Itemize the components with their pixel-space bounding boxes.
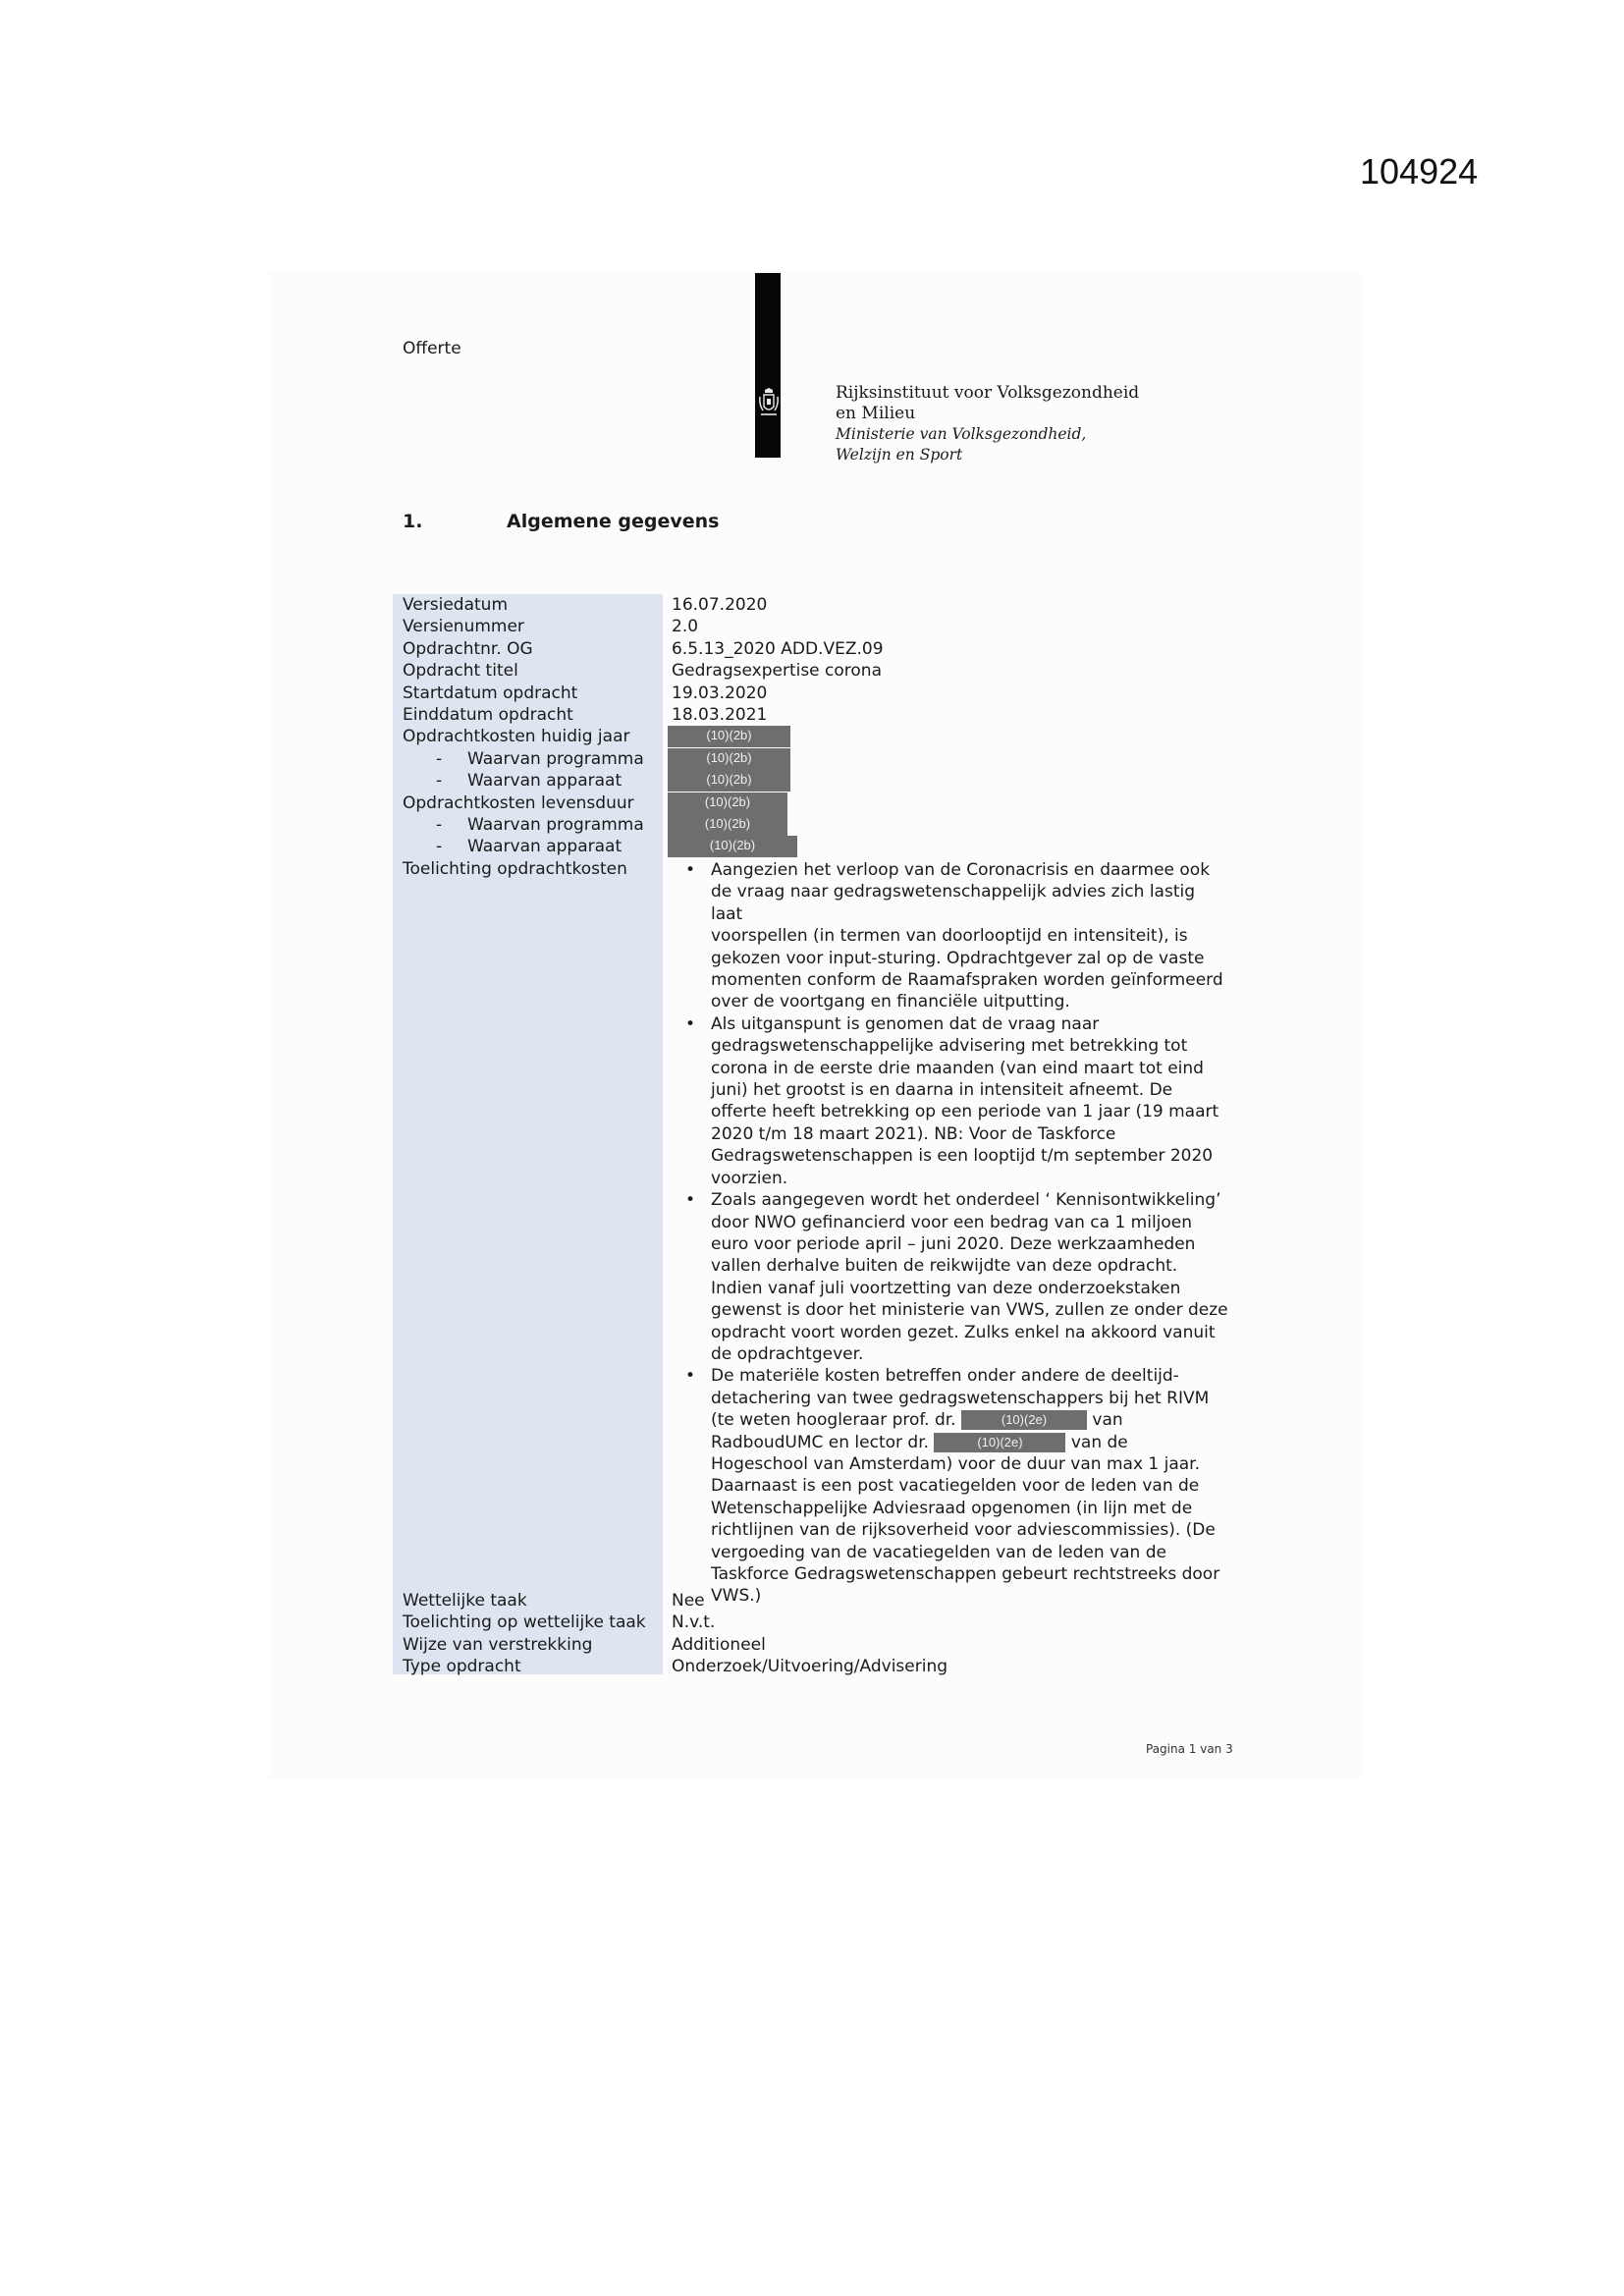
text-line: Daarnaast is een post vacatiegelden voor de leden van de xyxy=(711,1476,1200,1497)
text-line: gewenst is door het ministerie van VWS, zullen ze onder deze xyxy=(711,1300,1228,1321)
row-label: Einddatum opdracht xyxy=(403,705,573,725)
row-wijze-verstrekking xyxy=(393,1634,1230,1656)
row-label xyxy=(436,770,622,792)
row-label xyxy=(436,748,644,770)
row-kosten-levensduur xyxy=(393,793,1230,814)
dash-marker: - xyxy=(436,815,443,835)
text-fragment: van de xyxy=(1070,1432,1128,1452)
text-line: Indien vanaf juli voortzetting van deze onderzoekstaken xyxy=(711,1278,1181,1298)
row-label: Wettelijke taak xyxy=(403,1591,527,1611)
row-value: Additioneel xyxy=(672,1634,766,1655)
redaction-box: (10)(2b) xyxy=(668,770,790,792)
row-value: 2.0 xyxy=(672,617,699,637)
text-line: Gedragswetenschappen is een looptijd t/m september 2020 xyxy=(711,1146,1214,1167)
text-line: offerte heeft betrekking op een periode van 1 jaar (19 maart xyxy=(711,1102,1219,1122)
row-value: 6.5.13_2020 ADD.VEZ.09 xyxy=(672,638,884,659)
text-fragment: RadboudUMC en lector dr. xyxy=(711,1432,930,1452)
section-title: Algemene gegevens xyxy=(507,511,720,532)
bullet-marker: • xyxy=(685,1013,696,1034)
row-label: Opdrachtnr. OG xyxy=(403,638,533,659)
row-value: Onderzoek/Uitvoering/Advisering xyxy=(672,1657,948,1677)
row-sublabel: Waarvan apparaat xyxy=(467,837,623,857)
text-line: VWS.) xyxy=(711,1586,762,1607)
text-line: corona in de eerste drie maanden (van eind maart tot eind xyxy=(711,1058,1204,1078)
text-line: Wetenschappelijke Adviesraad opgenomen (in lijn met de xyxy=(711,1498,1193,1518)
text-line: Taskforce Gedragswetenschappen gebeurt rechtstreeks door xyxy=(711,1564,1220,1584)
text-line: over de voortgang en financiële uitputting. xyxy=(711,992,1070,1012)
bullet-marker: • xyxy=(685,860,696,880)
row-label: Opdracht titel xyxy=(403,661,518,682)
row-label: Toelichting opdrachtkosten xyxy=(403,858,627,879)
row-value: 18.03.2021 xyxy=(672,705,768,725)
bullet-marker: • xyxy=(685,1366,696,1387)
redaction-box: (10)(2e) xyxy=(934,1433,1065,1452)
row-type-opdracht xyxy=(393,1656,1230,1677)
text-line: vallen derhalve buiten de reikwijdte van deze opdracht. xyxy=(711,1256,1178,1277)
text-line: De materiële kosten betreffen onder andere de deeltijd- xyxy=(711,1366,1179,1387)
section-number: 1. xyxy=(403,511,423,532)
text-line: Als uitganspunt is genomen dat de vraag naar xyxy=(711,1013,1100,1034)
text-line: Zoals aangegeven wordt het onderdeel ‘ Kennisontwikkeling’ xyxy=(711,1190,1221,1211)
text-line: detachering van twee gedragswetenschappers bij het RIVM xyxy=(711,1388,1210,1408)
row-value: 19.03.2020 xyxy=(672,683,768,703)
row-label: Versienummer xyxy=(403,617,524,637)
dash-marker: - xyxy=(436,771,443,792)
text-line: voorspellen (in termen van doorlooptijd en intensiteit), is xyxy=(711,926,1188,947)
text-line: Hogeschool van Amsterdam) voor de duur van max 1 jaar. xyxy=(711,1453,1201,1474)
row-label: Opdrachtkosten huidig jaar xyxy=(403,727,630,747)
row-kosten-huidig-jaar xyxy=(393,726,1230,747)
coat-of-arms-icon xyxy=(758,387,780,422)
row-startdatum xyxy=(393,683,1230,704)
row-label: Versiedatum xyxy=(403,595,509,615)
org-line-4: Welzijn en Sport xyxy=(836,446,963,464)
text-line: gedragswetenschappelijke advisering met betrekking tot xyxy=(711,1036,1188,1057)
general-data-table xyxy=(393,594,1230,1677)
text-line: de opdrachtgever. xyxy=(711,1343,864,1364)
org-line-1: Rijksinstituut voor Volksgezondheid xyxy=(836,383,1140,403)
row-einddatum xyxy=(393,704,1230,726)
row-label: Toelichting op wettelijke taak xyxy=(403,1613,646,1633)
row-value: 16.07.2020 xyxy=(672,595,768,615)
text-line xyxy=(711,1432,1231,1453)
row-huidig-apparaat xyxy=(393,770,1230,792)
row-levensduur-programma xyxy=(393,814,1230,836)
org-line-2: en Milieu xyxy=(836,404,916,423)
text-line: richtlijnen van de rijksoverheid voor adviescommissies). (De xyxy=(711,1520,1216,1541)
rijksoverheid-logo-bar xyxy=(755,273,781,458)
text-line: door NWO gefinancierd voor een bedrag van ca 1 miljoen xyxy=(711,1212,1193,1232)
org-line-3: Ministerie van Volksgezondheid, xyxy=(836,425,1087,443)
text-line: juni) het grootst is en daarna in intensiteit afneemt. De xyxy=(711,1080,1173,1101)
text-line: momenten conform de Raamafspraken worden geïnformeerd xyxy=(711,970,1223,991)
redaction-box: (10)(2b) xyxy=(668,793,787,814)
row-label: Startdatum opdracht xyxy=(403,683,578,703)
row-label: Opdrachtkosten levensduur xyxy=(403,793,634,813)
text-line xyxy=(711,1409,1231,1431)
text-fragment: van xyxy=(1092,1410,1123,1431)
redaction-box: (10)(2b) xyxy=(668,748,790,770)
offerte-label: Offerte xyxy=(403,339,461,358)
organisation-block xyxy=(836,383,1139,465)
row-levensduur-apparaat xyxy=(393,836,1230,857)
row-wettelijke-taak xyxy=(393,1590,1230,1612)
text-line: euro voor periode april – juni 2020. Deze werkzaamheden xyxy=(711,1233,1196,1254)
bullet-marker: • xyxy=(685,1190,696,1211)
text-line: gekozen voor input-sturing. Opdrachtgever zal op de vaste xyxy=(711,948,1205,968)
text-line: voorzien. xyxy=(711,1168,788,1188)
list-item xyxy=(672,1189,1231,1365)
text-line: vergoeding van de vacatiegelden van de leden van de xyxy=(711,1542,1166,1562)
text-line: opdracht voort worden gezet. Zulks enkel na akkoord vanuit xyxy=(711,1322,1216,1342)
cost-explanation-list xyxy=(672,859,1231,1608)
text-line: 2020 t/m 18 maart 2021). NB: Voor de Taskforce xyxy=(711,1123,1116,1144)
row-versiedatum xyxy=(393,594,1230,616)
row-toelichting-wettelijke-taak xyxy=(393,1612,1230,1633)
row-sublabel: Waarvan programma xyxy=(467,815,644,835)
redaction-box: (10)(2e) xyxy=(961,1410,1087,1430)
dash-marker: - xyxy=(436,748,443,769)
text-line: Aangezien het verloop van de Coronacrisis en daarmee ook xyxy=(711,860,1211,880)
list-item xyxy=(672,859,1231,1013)
row-opdracht-titel xyxy=(393,660,1230,682)
row-sublabel: Waarvan apparaat xyxy=(467,771,623,792)
page-number: Pagina 1 van 3 xyxy=(1146,1742,1233,1756)
row-opdrachtnr xyxy=(393,638,1230,660)
row-label xyxy=(436,836,622,857)
row-value: Gedragsexpertise corona xyxy=(672,661,883,682)
row-label: Type opdracht xyxy=(403,1657,521,1677)
list-item xyxy=(672,1365,1231,1607)
list-item xyxy=(672,1013,1231,1189)
dash-marker: - xyxy=(436,837,443,857)
row-label: Wijze van verstrekking xyxy=(403,1634,593,1655)
section-heading xyxy=(403,511,720,532)
text-line: de vraag naar gedragswetenschappelijk advies zich lastig laat xyxy=(711,882,1196,924)
row-label xyxy=(436,814,644,836)
row-sublabel: Waarvan programma xyxy=(467,748,644,769)
row-value: N.v.t. xyxy=(672,1613,716,1633)
text-fragment: (te weten hoogleraar prof. dr. xyxy=(711,1410,956,1431)
row-value: Nee xyxy=(672,1591,705,1611)
redaction-box: (10)(2b) xyxy=(668,836,797,857)
redaction-box: (10)(2b) xyxy=(668,814,787,836)
row-huidig-programma xyxy=(393,748,1230,770)
document-number: 104924 xyxy=(1360,151,1479,191)
redaction-box: (10)(2b) xyxy=(668,726,790,747)
row-versienummer xyxy=(393,616,1230,637)
